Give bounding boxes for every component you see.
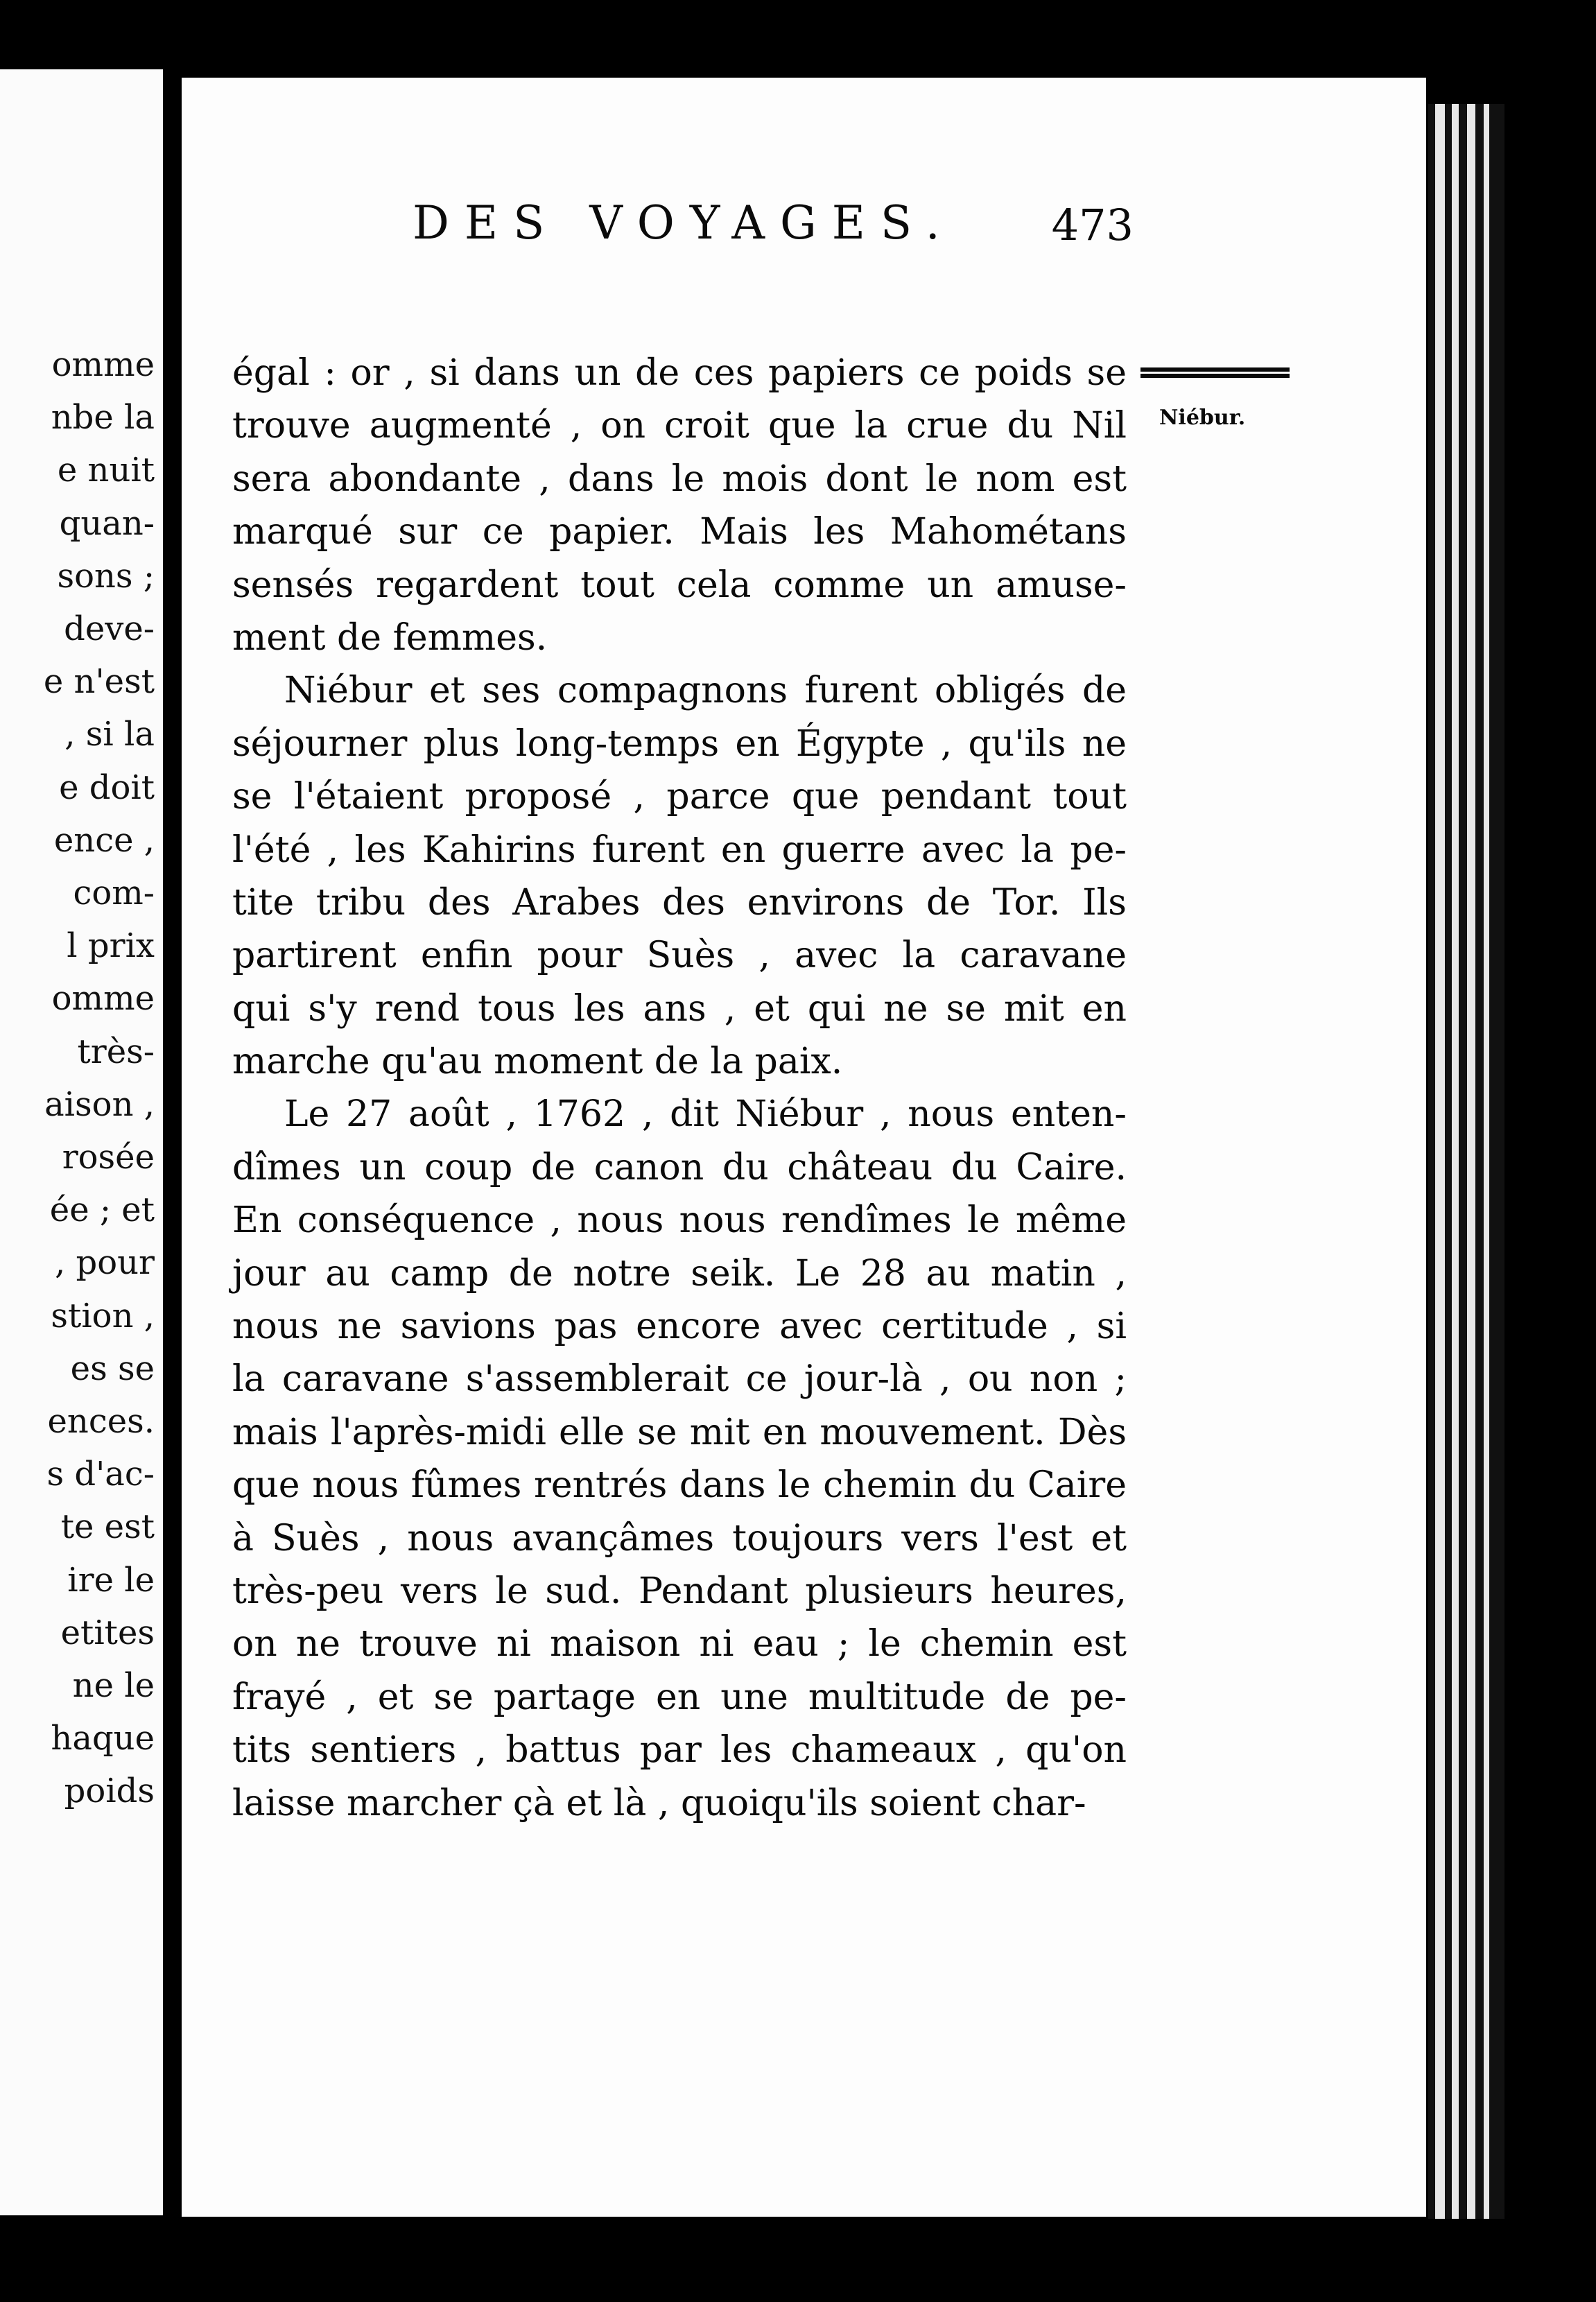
facing-page-line: e doit	[59, 768, 155, 807]
page-edges	[1428, 104, 1504, 2219]
text-line: la caravane s'assemblerait ce jour-là , ou non ;	[232, 1358, 1127, 1401]
facing-page	[0, 69, 163, 2215]
text-line: on ne trouve ni maison ni eau ; le chemin est	[232, 1623, 1127, 1665]
facing-page-line: rosée	[62, 1138, 155, 1177]
facing-page-line: e nuit	[57, 451, 155, 490]
paragraph	[232, 664, 1127, 1088]
facing-page-line: l prix	[67, 926, 155, 966]
text-line: En conséquence , nous nous rendîmes le même	[232, 1200, 1127, 1242]
facing-page-line: etites	[60, 1613, 155, 1652]
text-line: l'été , les Kahirins furent en guerre avec la pe-	[232, 829, 1127, 871]
margin-note: Niébur.	[1159, 406, 1246, 430]
text-line: très-peu vers le sud. Pendant plusieurs heures,	[232, 1570, 1127, 1612]
facing-page-line: ée ; et	[49, 1191, 155, 1230]
paragraph	[232, 1088, 1127, 1829]
text-line: partirent enfin pour Suès , avec la caravane	[232, 935, 1127, 977]
facing-page-line: sons ;	[57, 556, 155, 596]
text-line: se l'étaient proposé , parce que pendant tout	[232, 776, 1127, 818]
text-line: jour au camp de notre seik. Le 28 au matin ,	[232, 1252, 1127, 1295]
text-line: que nous fûmes rentrés dans le chemin du Caire	[232, 1464, 1127, 1507]
text-line: ment de femmes.	[232, 616, 548, 659]
facing-page-line: es se	[70, 1349, 155, 1388]
facing-page-line: ire le	[67, 1560, 155, 1600]
text-line: qui s'y rend tous les ans , et qui ne se mit en	[232, 987, 1127, 1030]
text-line: tits sentiers , battus par les chameaux , qu'on	[232, 1729, 1127, 1772]
facing-page-line: deve-	[64, 609, 155, 648]
page-header	[225, 196, 1134, 252]
text-line: sensés regardent tout cela comme un amuse-	[232, 564, 1127, 606]
facing-page-line: très-	[77, 1032, 155, 1071]
margin-rule	[1140, 367, 1290, 380]
facing-page-line: poids	[64, 1772, 155, 1811]
facing-page-line: haque	[51, 1719, 155, 1758]
facing-page-line: te est	[60, 1507, 155, 1547]
text-line: marqué sur ce papier. Mais les Mahométans	[232, 511, 1127, 553]
facing-page-line: com-	[73, 874, 155, 912]
text-line: égal : or , si dans un de ces papiers ce poids se	[232, 352, 1127, 394]
text-line: trouve augmenté , on croit que la crue du Nil	[232, 405, 1127, 447]
text-line: Le 27 août , 1762 , dit Niébur , nous enten-	[284, 1093, 1127, 1136]
facing-page-line: ne le	[72, 1666, 155, 1705]
text-line: mais l'après-midi elle se mit en mouvement. Dès	[232, 1411, 1127, 1453]
text-line: marche qu'au moment de la paix.	[232, 1041, 843, 1083]
facing-page-line: nbe la	[51, 398, 155, 438]
facing-page-line: aison ,	[44, 1084, 155, 1124]
text-line: sera abondante , dans le mois dont le nom est	[232, 458, 1127, 500]
facing-page-line: ences.	[47, 1402, 155, 1441]
text-line: frayé , et se partage en une multitude de pe-	[232, 1676, 1127, 1718]
running-title: DES VOYAGES.	[413, 196, 955, 250]
text-line: nous ne savions pas encore avec certitude , si	[232, 1306, 1127, 1348]
facing-page-line: quan-	[59, 503, 155, 543]
facing-page-line: omme	[51, 979, 155, 1019]
text-line: Niébur et ses compagnons furent obligés de	[284, 670, 1127, 712]
paragraph	[232, 347, 1127, 664]
facing-page-line: ence ,	[53, 820, 155, 860]
text-line: dîmes un coup de canon du château du Caire.	[232, 1146, 1127, 1188]
facing-page-line: omme	[51, 345, 155, 384]
text-line: séjourner plus long-temps en Égypte , qu'ils ne	[232, 722, 1127, 765]
body-text	[232, 347, 1127, 1830]
text-line: à Suès , nous avançâmes toujours vers l'est et	[232, 1517, 1127, 1559]
text-line: tite tribu des Arabes des environs de Tor. Ils	[232, 881, 1127, 924]
facing-page-line: , si la	[64, 715, 155, 754]
facing-page-line: s d'ac-	[46, 1455, 155, 1494]
text-line: laisse marcher çà et là , quoiqu'ils soient char-	[232, 1782, 1086, 1824]
facing-page-line: e n'est	[43, 662, 155, 702]
facing-page-line: stion ,	[51, 1296, 155, 1335]
page-number: 473	[1051, 200, 1134, 250]
facing-page-line: , pour	[55, 1243, 155, 1283]
